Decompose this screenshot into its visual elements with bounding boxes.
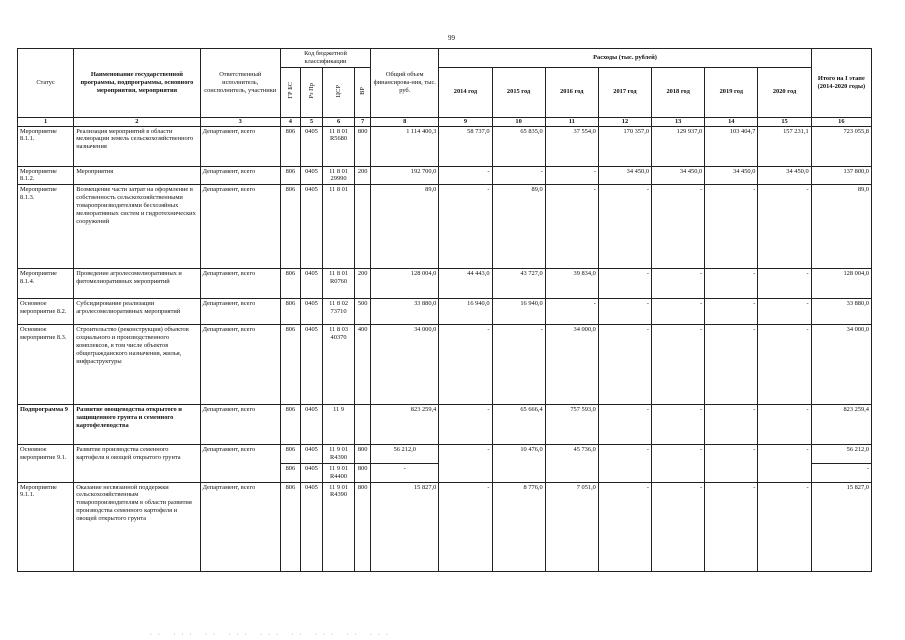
row-vr: 200 — [355, 166, 371, 185]
row-year-value: - — [758, 445, 811, 482]
row-rzpr: 0405 — [300, 185, 322, 269]
row-responsible: Департамент, всего — [200, 405, 280, 445]
row-csr: 11 8 02 73710 — [323, 299, 355, 325]
row-total: 192 700,0 — [371, 166, 439, 185]
header-budget-code: Код бюджетной классификации — [280, 49, 370, 68]
row-year-value: - — [705, 325, 758, 405]
row-itogo: 723 055,8 — [811, 126, 871, 166]
row-year-value: - — [705, 405, 758, 445]
row-year-value: 65 835,0 — [492, 126, 545, 166]
row-grbs: 806 — [280, 185, 300, 269]
row-responsible: Департамент, всего — [200, 269, 280, 299]
row-grbs: 806 — [280, 325, 300, 405]
row-rzpr: 0405 — [300, 463, 322, 482]
row-year-value: - — [758, 299, 811, 325]
row-year-value: 757 593,0 — [545, 405, 598, 445]
col-number: 1 — [18, 117, 74, 126]
row-year-value: - — [652, 269, 705, 299]
row-csr: 11 8 01 R0760 — [323, 269, 355, 299]
row-year-value: - — [439, 482, 492, 571]
row-year-value: - — [439, 166, 492, 185]
row-csr: 11 8 01 29990 — [323, 166, 355, 185]
col-number: 15 — [758, 117, 811, 126]
row-responsible: Департамент, всего — [200, 185, 280, 269]
col-number: 5 — [300, 117, 322, 126]
header-itogo: Итого на I этапе (2014-2020 годы) — [811, 49, 871, 118]
row-name: Строительство (реконструкция) объектов социального и производственного комплексов, в том числе объектов общегражданского назначения, жилья, инфраструктуры — [74, 325, 200, 405]
row-total: 15 827,0 — [371, 482, 439, 571]
row-year-value: 16 940,0 — [492, 299, 545, 325]
row-year-value: - — [758, 269, 811, 299]
row-rzpr: 0405 — [300, 126, 322, 166]
row-year-value: - — [545, 166, 598, 185]
row-csr: 11 9 — [323, 405, 355, 445]
row-year-value: 34 450,0 — [652, 166, 705, 185]
row-total: 823 259,4 — [371, 405, 439, 445]
row-rzpr: 0405 — [300, 482, 322, 571]
col-number: 4 — [280, 117, 300, 126]
header-year: 2014 год — [439, 67, 492, 117]
row-grbs: 806 — [280, 166, 300, 185]
row-year-value: - — [598, 405, 651, 445]
col-number: 16 — [811, 117, 871, 126]
col-number: 7 — [355, 117, 371, 126]
row-year-value: 16 940,0 — [439, 299, 492, 325]
row-grbs: 806 — [280, 299, 300, 325]
row-total: 1 114 400,3 — [371, 126, 439, 166]
row-name: Мероприятия — [74, 166, 200, 185]
row-itogo: - — [811, 463, 871, 482]
row-year-value: 45 736,0 — [545, 445, 598, 482]
row-rzpr: 0405 — [300, 166, 322, 185]
row-csr: 11 8 01 — [323, 185, 355, 269]
row-grbs: 806 — [280, 463, 300, 482]
row-year-value: 34 000,0 — [545, 325, 598, 405]
row-grbs: 806 — [280, 126, 300, 166]
row-name: Проведение агролесомелиоративных и фитомелиоративных мероприятий — [74, 269, 200, 299]
row-year-value: - — [598, 445, 651, 482]
header-responsible: Ответственный исполнитель, соисполнитель, участники — [200, 49, 280, 118]
row-year-value: - — [758, 405, 811, 445]
row-year-value: - — [439, 445, 492, 482]
scan-artifact: ·· ··· ·· ··· ··· ·· ··· ·· ··· — [150, 632, 394, 638]
col-number: 6 — [323, 117, 355, 126]
row-year-value: - — [652, 185, 705, 269]
row-itogo: 823 259,4 — [811, 405, 871, 445]
row-name: Реализация мероприятий в области мелиорации земель сельскохозяйственного назначения — [74, 126, 200, 166]
header-year: 2019 год — [705, 67, 758, 117]
row-year-value: 157 231,1 — [758, 126, 811, 166]
row-year-value: 34 450,0 — [598, 166, 651, 185]
row-itogo: 33 880,0 — [811, 299, 871, 325]
row-itogo: 34 000,0 — [811, 325, 871, 405]
row-year-value: 39 834,0 — [545, 269, 598, 299]
header-year: 2017 год — [598, 67, 651, 117]
row-vr — [355, 405, 371, 445]
row-status: Мероприятие 8.1.3. — [18, 185, 74, 269]
row-responsible: Департамент, всего — [200, 126, 280, 166]
table-row — [18, 482, 872, 571]
row-vr: 800 — [355, 445, 371, 464]
row-year-value: 34 450,0 — [705, 166, 758, 185]
row-year-value: - — [492, 325, 545, 405]
row-year-value: - — [652, 445, 705, 482]
row-vr: 500 — [355, 299, 371, 325]
row-year-value: - — [705, 445, 758, 482]
row-responsible: Департамент, всего — [200, 325, 280, 405]
row-rzpr: 0405 — [300, 445, 322, 464]
row-vr: 800 — [355, 463, 371, 482]
col-number: 2 — [74, 117, 200, 126]
row-year-value: 65 666,4 — [492, 405, 545, 445]
row-status: Подпрограмма 9 — [18, 405, 74, 445]
row-year-value: - — [598, 269, 651, 299]
row-year-value: 8 776,0 — [492, 482, 545, 571]
header-expenses: Расходы (тыс. рублей) — [439, 49, 811, 68]
row-year-value: 170 357,0 — [598, 126, 651, 166]
row-grbs: 806 — [280, 482, 300, 571]
header-csr: ЦСР — [334, 84, 342, 97]
row-csr: 11 9 01 R4390 — [323, 482, 355, 571]
row-year-value: 129 937,0 — [652, 126, 705, 166]
row-status: Основное мероприятие 9.1. — [18, 445, 74, 482]
table-row — [18, 269, 872, 299]
row-grbs: 806 — [280, 405, 300, 445]
row-year-value: - — [758, 482, 811, 571]
row-vr: 400 — [355, 325, 371, 405]
row-year-value: - — [758, 185, 811, 269]
row-csr: 11 8 01 R5680 — [323, 126, 355, 166]
row-year-value: - — [545, 299, 598, 325]
row-total: - — [371, 463, 439, 482]
row-grbs: 806 — [280, 445, 300, 464]
row-year-value: - — [652, 405, 705, 445]
row-year-value: - — [652, 299, 705, 325]
row-year-value: - — [492, 166, 545, 185]
row-year-value: - — [598, 482, 651, 571]
row-rzpr: 0405 — [300, 325, 322, 405]
row-year-value: 37 554,0 — [545, 126, 598, 166]
table-row — [18, 166, 872, 185]
row-status: Мероприятие 8.1.4. — [18, 269, 74, 299]
row-itogo: 56 212,0 — [811, 445, 871, 464]
row-year-value: 10 476,0 — [492, 445, 545, 482]
row-responsible: Департамент, всего — [200, 482, 280, 571]
col-number: 3 — [200, 117, 280, 126]
row-itogo: 128 004,0 — [811, 269, 871, 299]
row-name: Возмещение части затрат на оформление в собственность сельскохозяйственными товаропроизводителями бесхозяйных мелиоративных систем и гидротехнических сооружений — [74, 185, 200, 269]
row-rzpr: 0405 — [300, 269, 322, 299]
row-responsible: Департамент, всего — [200, 299, 280, 325]
table-row — [18, 445, 872, 464]
row-vr: 800 — [355, 482, 371, 571]
col-number: 13 — [652, 117, 705, 126]
page-number: 99 — [448, 34, 455, 42]
col-number: 11 — [545, 117, 598, 126]
row-status: Мероприятие 8.1.1. — [18, 126, 74, 166]
header-year: 2016 год — [545, 67, 598, 117]
header-year: 2020 год — [758, 67, 811, 117]
row-year-value: 44 443,0 — [439, 269, 492, 299]
row-itogo: 137 800,0 — [811, 166, 871, 185]
table-row — [18, 299, 872, 325]
row-year-value: - — [758, 325, 811, 405]
row-total: 128 004,0 — [371, 269, 439, 299]
header-year: 2015 год — [492, 67, 545, 117]
row-year-value: - — [705, 482, 758, 571]
row-total: 56 212,0 — [371, 445, 439, 464]
col-number: 10 — [492, 117, 545, 126]
row-year-value: 103 404,7 — [705, 126, 758, 166]
col-number: 12 — [598, 117, 651, 126]
row-vr: 200 — [355, 269, 371, 299]
row-rzpr: 0405 — [300, 405, 322, 445]
budget-table — [17, 48, 872, 572]
table-body — [18, 126, 872, 571]
header-total-volume: Общий объем финансирова-ния, тыс. руб. — [371, 49, 439, 118]
row-itogo: 89,0 — [811, 185, 871, 269]
header-year: 2018 год — [652, 67, 705, 117]
table-row — [18, 325, 872, 405]
table-header — [18, 49, 872, 127]
row-status: Мероприятие 9.1.1. — [18, 482, 74, 571]
row-year-value: - — [652, 325, 705, 405]
table-row — [18, 126, 872, 166]
row-year-value: - — [705, 185, 758, 269]
table-row — [18, 185, 872, 269]
col-number: 8 — [371, 117, 439, 126]
row-csr: 11 9 01 R4400 — [323, 463, 355, 482]
col-number: 14 — [705, 117, 758, 126]
row-year-value: - — [439, 325, 492, 405]
row-year-value: 7 051,0 — [545, 482, 598, 571]
row-name: Развитие овощеводства открытого и защищенного грунта и семенного картофелеводства — [74, 405, 200, 445]
row-status: Мероприятие 8.1.2. — [18, 166, 74, 185]
row-csr: 11 9 01 R4390 — [323, 445, 355, 464]
header-vr: ВР — [358, 86, 366, 95]
row-year-value: 89,0 — [492, 185, 545, 269]
header-grbs: ГР БС — [286, 82, 294, 100]
row-grbs: 806 — [280, 269, 300, 299]
row-year-value: - — [598, 299, 651, 325]
row-status: Основное мероприятие 8.3. — [18, 325, 74, 405]
row-rzpr: 0405 — [300, 299, 322, 325]
column-numbers-row — [18, 117, 872, 126]
row-year-value: - — [705, 269, 758, 299]
row-year-value: 58 737,0 — [439, 126, 492, 166]
row-total: 33 880,0 — [371, 299, 439, 325]
row-year-value: - — [545, 185, 598, 269]
row-vr — [355, 185, 371, 269]
col-number: 9 — [439, 117, 492, 126]
header-name: Наименование государственной программы, подпрограммы, основного мероприятия, мероприятия — [74, 49, 200, 118]
row-responsible: Департамент, всего — [200, 166, 280, 185]
row-itogo: 15 827,0 — [811, 482, 871, 571]
row-year-value: - — [705, 299, 758, 325]
row-name: Оказание несвязанной поддержки сельскохозяйственным товаропроизводителям в области развития производства семенного картофеля и овощей открытого грунта — [74, 482, 200, 571]
row-year-value: - — [439, 405, 492, 445]
row-total: 89,0 — [371, 185, 439, 269]
row-total: 34 000,0 — [371, 325, 439, 405]
row-year-value: - — [598, 185, 651, 269]
row-csr: 11 8 03 40370 — [323, 325, 355, 405]
row-year-value: 34 450,0 — [758, 166, 811, 185]
row-name: Развитие производства семенного картофеля и овощей открытого грунта — [74, 445, 200, 482]
row-year-value: - — [439, 185, 492, 269]
row-year-value: - — [598, 325, 651, 405]
header-status: Статус — [18, 49, 74, 118]
row-vr: 800 — [355, 126, 371, 166]
row-year-value: - — [652, 482, 705, 571]
header-rzpr: Рз Пр — [307, 82, 315, 99]
row-name: Субсидирование реализации агролесомелиоративных мероприятий — [74, 299, 200, 325]
row-status: Основное мероприятие 8.2. — [18, 299, 74, 325]
row-responsible: Департамент, всего — [200, 445, 280, 482]
row-year-value: 43 727,0 — [492, 269, 545, 299]
table-row — [18, 405, 872, 445]
